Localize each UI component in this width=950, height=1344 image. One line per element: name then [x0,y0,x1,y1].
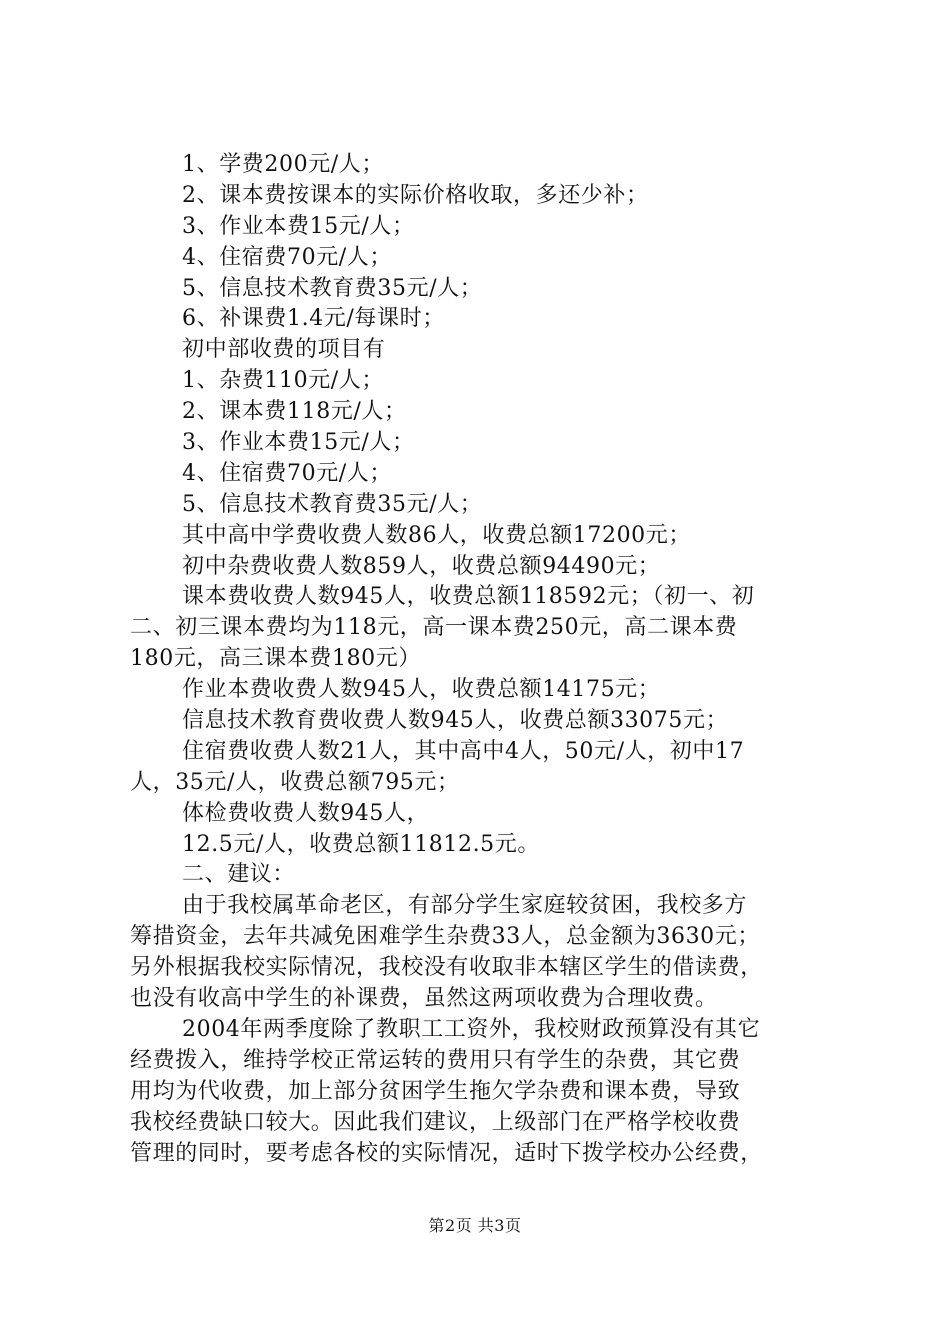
text-line: 1、学费200元/人； [182,152,385,177]
text-line: 3、作业本费15元/人； [182,430,415,456]
text-line: 二、建议： [182,862,296,888]
text-line: 由于我校属革命老区，有部分学生家庭较贫困，我校多方 [182,893,748,919]
text-line: 用均为代收费，加上部分贫困学生拖欠学杂费和课本费，导致 [130,1078,741,1104]
text-line: 作业本费收费人数945人，收费总额14175元； [182,677,661,703]
text-line: 2、课本费按课本的实际价格收取，多还少补； [182,182,649,208]
text-line: 经费拨入，维持学校正常运转的费用只有学生的杂费，其它费 [130,1047,741,1073]
text-line: 筹措资金，去年共减免困难学生杂费33人，总金额为3630元； [130,924,760,950]
text-line: 其中高中学费收费人数86人，收费总额17200元； [182,522,691,548]
text-line: 5、信息技术教育费35元/人； [182,491,483,517]
text-line: 体检费收费人数945人， [182,800,430,826]
text-line: 也没有收高中学生的补课费，虽然这两项收费为合理收费。 [130,986,718,1012]
text-line: 管理的同时，要考虑各校的实际情况，适时下拨学校办公经费， [130,1140,763,1166]
document-body [130,150,830,1169]
text-line: 5、信息技术教育费35元/人； [182,275,483,301]
page-footer: 第2页 共3页 [428,1216,522,1235]
text-line: 住宿费收费人数21人，其中高中4人，50元/人，初中17 [182,738,745,764]
text-line: 课本费收费人数945人，收费总额118592元；（初一、初 [182,584,755,610]
text-line: 4、住宿费70元/人； [182,244,393,270]
text-line: 2、课本费118元/人； [182,399,407,425]
text-line: 二、初三课本费均为118元，高一课本费250元，高二课本费 [130,615,738,641]
text-line: 我校经费缺口较大。因此我们建议，上级部门在严格学校收费 [130,1109,741,1135]
text-line: 2004年两季度除了教职工工资外，我校财政预算没有其它 [182,1016,761,1042]
text-line: 人，35元/人，收费总额795元； [130,769,460,795]
text-line: 初中部收费的项目有 [182,337,386,363]
text-line: 初中杂费收费人数859人，收费总额94490元； [182,553,661,579]
text-line: 3、作业本费15元/人； [182,213,415,239]
text-line: 另外根据我校实际情况，我校没有收取非本辖区学生的借读费， [130,955,763,981]
text-line: 信息技术教育费收费人数945人，收费总额33075元； [182,708,729,734]
text-line: 6、补课费1.4元/每课时； [182,306,445,332]
text-line: 4、住宿费70元/人； [182,460,393,486]
text-line: 1、杂费110元/人； [182,368,385,394]
text-line: 180元，高三课本费180元） [130,646,421,672]
text-line: 12.5元/人，收费总额11812.5元。 [182,831,540,857]
